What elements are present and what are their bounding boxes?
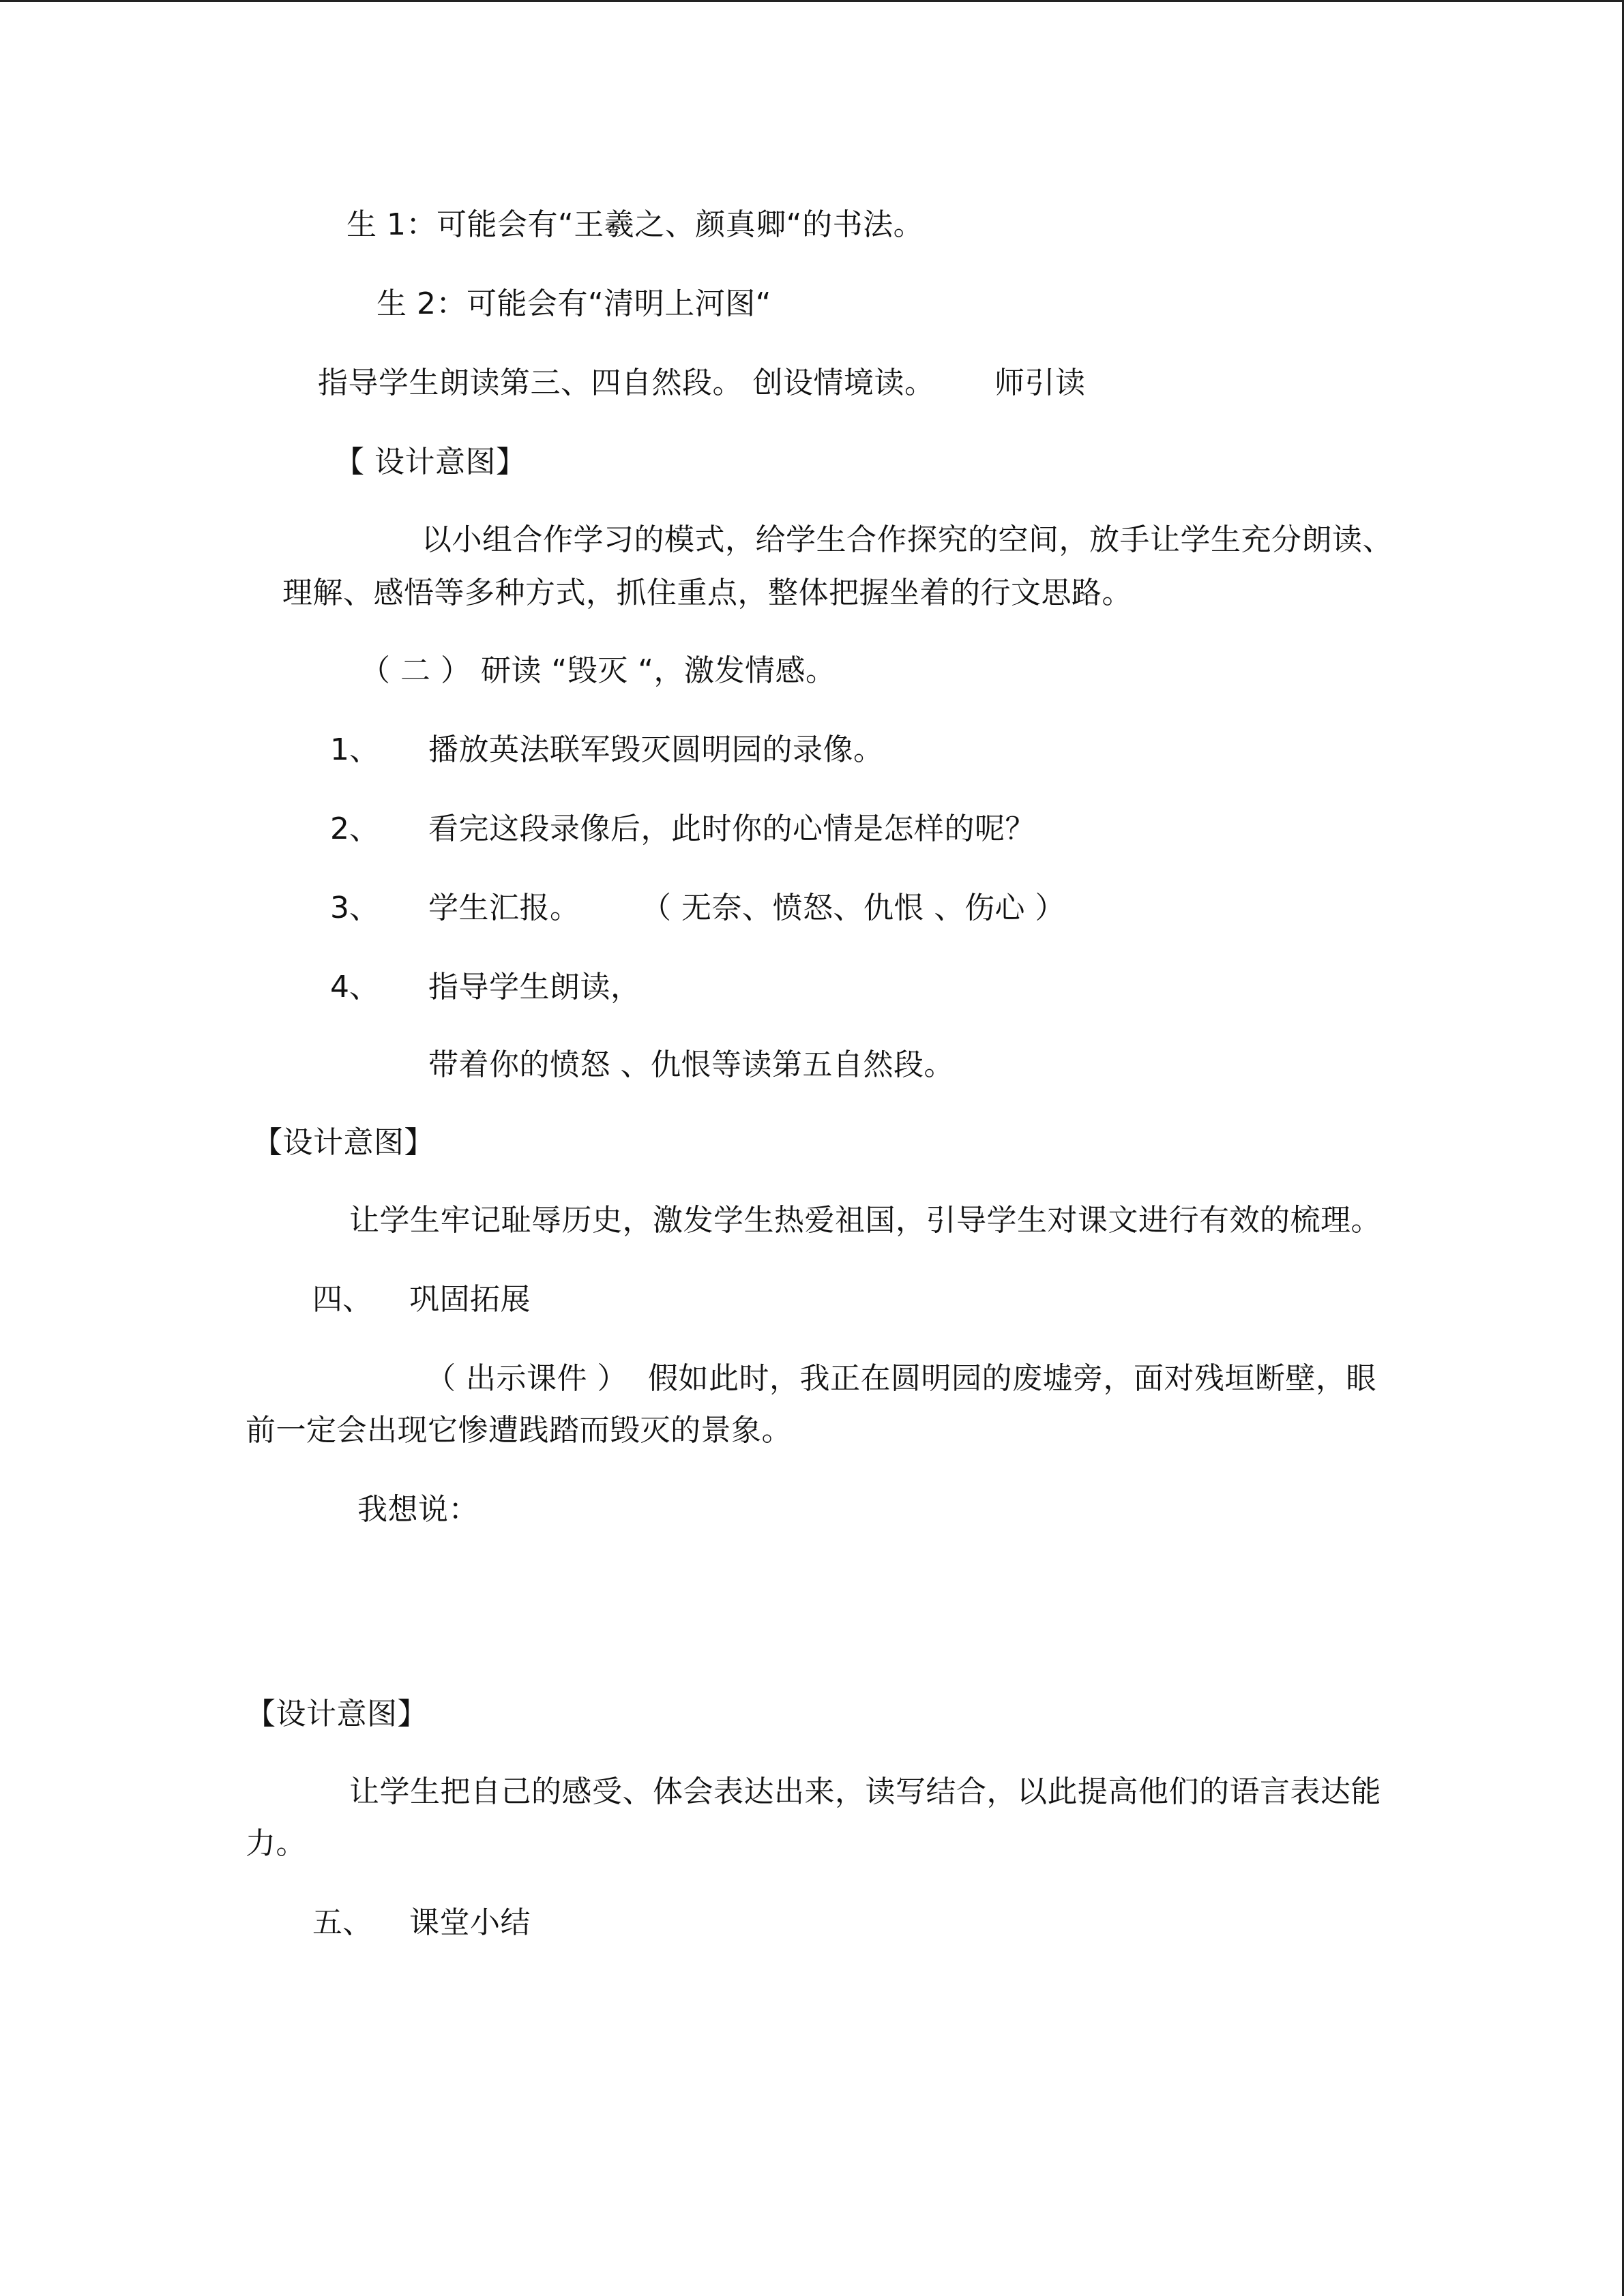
design-intent-paragraph-3-line-1: 让学生把自己的感受、体会表达出来，读写结合，以此提高他们的语言表达能 [349, 1774, 1381, 1809]
guide-reading-line: 指导学生朗读第三、四自然段。 创设情境读。 [318, 366, 935, 400]
section-title: 课堂小结 [409, 1905, 531, 1940]
student-answer-2: 生 2：可能会有“清明上河图“ [377, 286, 772, 321]
step-text: 指导学生朗读， [428, 970, 641, 1004]
i-want-to-say: 我想说： [357, 1492, 479, 1527]
step-text: 学生汇报。 [428, 891, 580, 925]
read-with-emotion-line: 带着你的愤怒 、仇恨等读第五自然段。 [428, 1047, 954, 1082]
design-intent-heading-1: 【 设计意图】 [334, 445, 527, 479]
section-title: 巩固拓展 [409, 1282, 531, 1317]
section-number: 五、 [312, 1905, 372, 1940]
imagine-paragraph-line-1: 假如此时，我正在圆明园的废墟旁，面对残垣断壁，眼 [648, 1361, 1376, 1396]
page-border-top [0, 0, 1624, 2]
show-courseware-label: （ 出示课件 ） [426, 1361, 628, 1396]
section-number: 四、 [312, 1282, 372, 1317]
step-number: 2、 [330, 811, 379, 846]
design-intent-paragraph-2: 让学生牢记耻辱历史，激发学生热爱祖国，引导学生对课文进行有效的梳理。 [349, 1203, 1381, 1238]
design-intent-paragraph-1-line-2: 理解、感悟等多种方式，抓住重点，整体把握坐着的行文思路。 [282, 576, 1132, 610]
step-extra: （ 无奈、愤怒、仇恨 、伤心 ） [641, 891, 1065, 925]
step-text: 播放英法联军毁灭圆明园的录像。 [428, 732, 884, 767]
imagine-paragraph-line-2: 前一定会出现它惨遭践踏而毁灭的景象。 [246, 1413, 792, 1448]
student-answer-1: 生 1：可能会有“王羲之、颜真卿“的书法。 [346, 207, 924, 242]
step-number: 4、 [330, 970, 379, 1004]
step-text: 看完这段录像后，此时你的心情是怎样的呢？ [428, 811, 1035, 846]
design-intent-paragraph-1-line-1: 以小组合作学习的模式，给学生合作探究的空间，放手让学生充分朗读、 [422, 522, 1393, 557]
design-intent-heading-3: 【设计意图】 [246, 1697, 428, 1731]
step-number: 3、 [330, 891, 379, 925]
section-heading-destroy: （ 二 ） 研读 “毁灭 “，激发情感。 [360, 653, 836, 688]
design-intent-heading-2: 【设计意图】 [252, 1125, 434, 1160]
design-intent-paragraph-3-line-2: 力。 [246, 1826, 306, 1861]
step-number: 1、 [330, 732, 379, 767]
teacher-lead-reading: 师引读 [994, 366, 1086, 400]
